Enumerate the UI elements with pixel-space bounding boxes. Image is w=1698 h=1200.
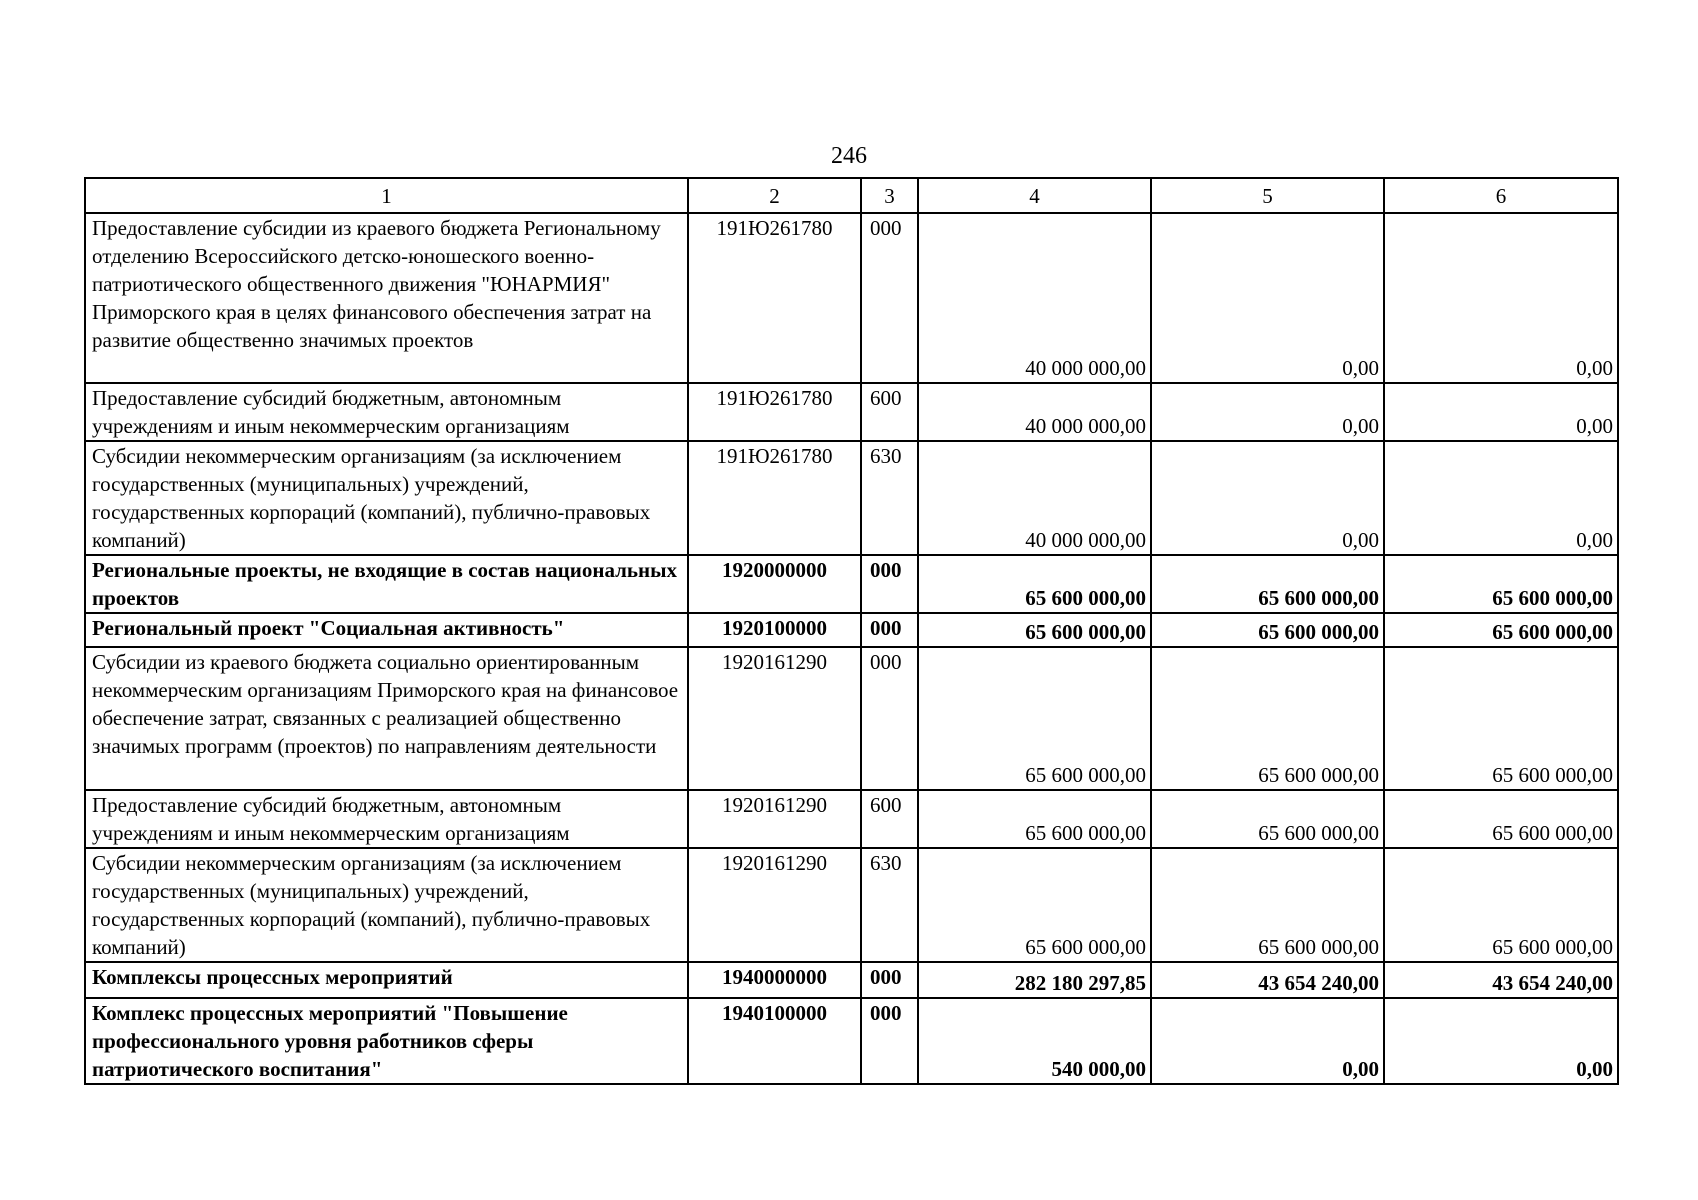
row-amount-1: 282 180 297,85 [918, 962, 1151, 998]
row-name: Региональные проекты, не входящие в состав национальных проектов [85, 555, 688, 613]
row-amount-3: 0,00 [1384, 213, 1618, 383]
row-amount-3: 0,00 [1384, 383, 1618, 441]
table-row [85, 213, 1618, 383]
row-amount-2: 65 600 000,00 [1151, 555, 1384, 613]
row-name: Субсидии некоммерческим организациям (за исключением государственных (муниципальных) учреждений, государственных корпораций (компаний), публично-правовых компаний) [85, 441, 688, 555]
row-amount-1: 540 000,00 [918, 998, 1151, 1084]
row-amount-2: 0,00 [1151, 998, 1384, 1084]
row-amount-1: 65 600 000,00 [918, 613, 1151, 647]
row-name: Комплексы процессных мероприятий [85, 962, 688, 998]
table-row [85, 441, 1618, 555]
table-row [85, 848, 1618, 962]
row-code: 1920161290 [688, 647, 861, 790]
row-code: 1940000000 [688, 962, 861, 998]
row-kvr: 000 [861, 213, 918, 383]
row-amount-3: 43 654 240,00 [1384, 962, 1618, 998]
table-row [85, 555, 1618, 613]
row-code: 1920100000 [688, 613, 861, 647]
table-row [85, 647, 1618, 790]
table-row [85, 962, 1618, 998]
row-kvr: 000 [861, 613, 918, 647]
column-number-2: 2 [688, 178, 861, 213]
row-kvr: 630 [861, 848, 918, 962]
row-amount-1: 65 600 000,00 [918, 790, 1151, 848]
column-number-6: 6 [1384, 178, 1618, 213]
row-name: Субсидии некоммерческим организациям (за исключением государственных (муниципальных) учреждений, государственных корпораций (компаний), публично-правовых компаний) [85, 848, 688, 962]
row-amount-1: 40 000 000,00 [918, 213, 1151, 383]
row-amount-3: 65 600 000,00 [1384, 647, 1618, 790]
row-name: Комплекс процессных мероприятий "Повышение профессионального уровня работников сферы патриотического воспитания" [85, 998, 688, 1084]
row-amount-1: 65 600 000,00 [918, 647, 1151, 790]
column-number-1: 1 [85, 178, 688, 213]
row-name: Предоставление субсидии из краевого бюджета Региональному отделению Всероссийского детско-юношеского военно-патриотического общественного движения "ЮНАРМИЯ" Приморского края в целях финансового обеспечения затрат на развитие общественно значимых проектов [85, 213, 688, 383]
row-code: 1920161290 [688, 790, 861, 848]
row-amount-3: 0,00 [1384, 998, 1618, 1084]
row-amount-2: 0,00 [1151, 441, 1384, 555]
row-amount-2: 65 600 000,00 [1151, 613, 1384, 647]
column-number-4: 4 [918, 178, 1151, 213]
row-kvr: 600 [861, 383, 918, 441]
column-number-row [85, 178, 1618, 213]
row-amount-1: 65 600 000,00 [918, 848, 1151, 962]
row-code: 1940100000 [688, 998, 861, 1084]
budget-table [84, 177, 1619, 1085]
row-kvr: 000 [861, 962, 918, 998]
row-kvr: 000 [861, 555, 918, 613]
row-code: 191Ю261780 [688, 441, 861, 555]
row-amount-2: 0,00 [1151, 213, 1384, 383]
row-amount-1: 40 000 000,00 [918, 383, 1151, 441]
row-name: Субсидии из краевого бюджета социально ориентированным некоммерческим организациям Приморского края на финансовое обеспечение затрат, связанных с реализацией общественно значимых программ (проектов) по направлениям деятельности [85, 647, 688, 790]
row-amount-2: 0,00 [1151, 383, 1384, 441]
row-kvr: 600 [861, 790, 918, 848]
row-amount-3: 0,00 [1384, 441, 1618, 555]
table-row [85, 383, 1618, 441]
column-number-3: 3 [861, 178, 918, 213]
row-amount-3: 65 600 000,00 [1384, 848, 1618, 962]
row-amount-3: 65 600 000,00 [1384, 555, 1618, 613]
row-amount-2: 65 600 000,00 [1151, 848, 1384, 962]
row-amount-3: 65 600 000,00 [1384, 790, 1618, 848]
row-code: 191Ю261780 [688, 213, 861, 383]
row-kvr: 630 [861, 441, 918, 555]
row-name: Региональный проект "Социальная активность" [85, 613, 688, 647]
row-kvr: 000 [861, 998, 918, 1084]
row-name: Предоставление субсидий бюджетным, автономным учреждениям и иным некоммерческим организациям [85, 790, 688, 848]
row-name: Предоставление субсидий бюджетным, автономным учреждениям и иным некоммерческим организациям [85, 383, 688, 441]
row-amount-2: 43 654 240,00 [1151, 962, 1384, 998]
row-amount-2: 65 600 000,00 [1151, 647, 1384, 790]
row-amount-2: 65 600 000,00 [1151, 790, 1384, 848]
row-amount-3: 65 600 000,00 [1384, 613, 1618, 647]
row-code: 1920161290 [688, 848, 861, 962]
row-amount-1: 40 000 000,00 [918, 441, 1151, 555]
row-amount-1: 65 600 000,00 [918, 555, 1151, 613]
table-row [85, 790, 1618, 848]
column-number-5: 5 [1151, 178, 1384, 213]
row-kvr: 000 [861, 647, 918, 790]
row-code: 1920000000 [688, 555, 861, 613]
page-number: 246 [831, 143, 867, 169]
row-code: 191Ю261780 [688, 383, 861, 441]
table-row [85, 998, 1618, 1084]
table-row [85, 613, 1618, 647]
